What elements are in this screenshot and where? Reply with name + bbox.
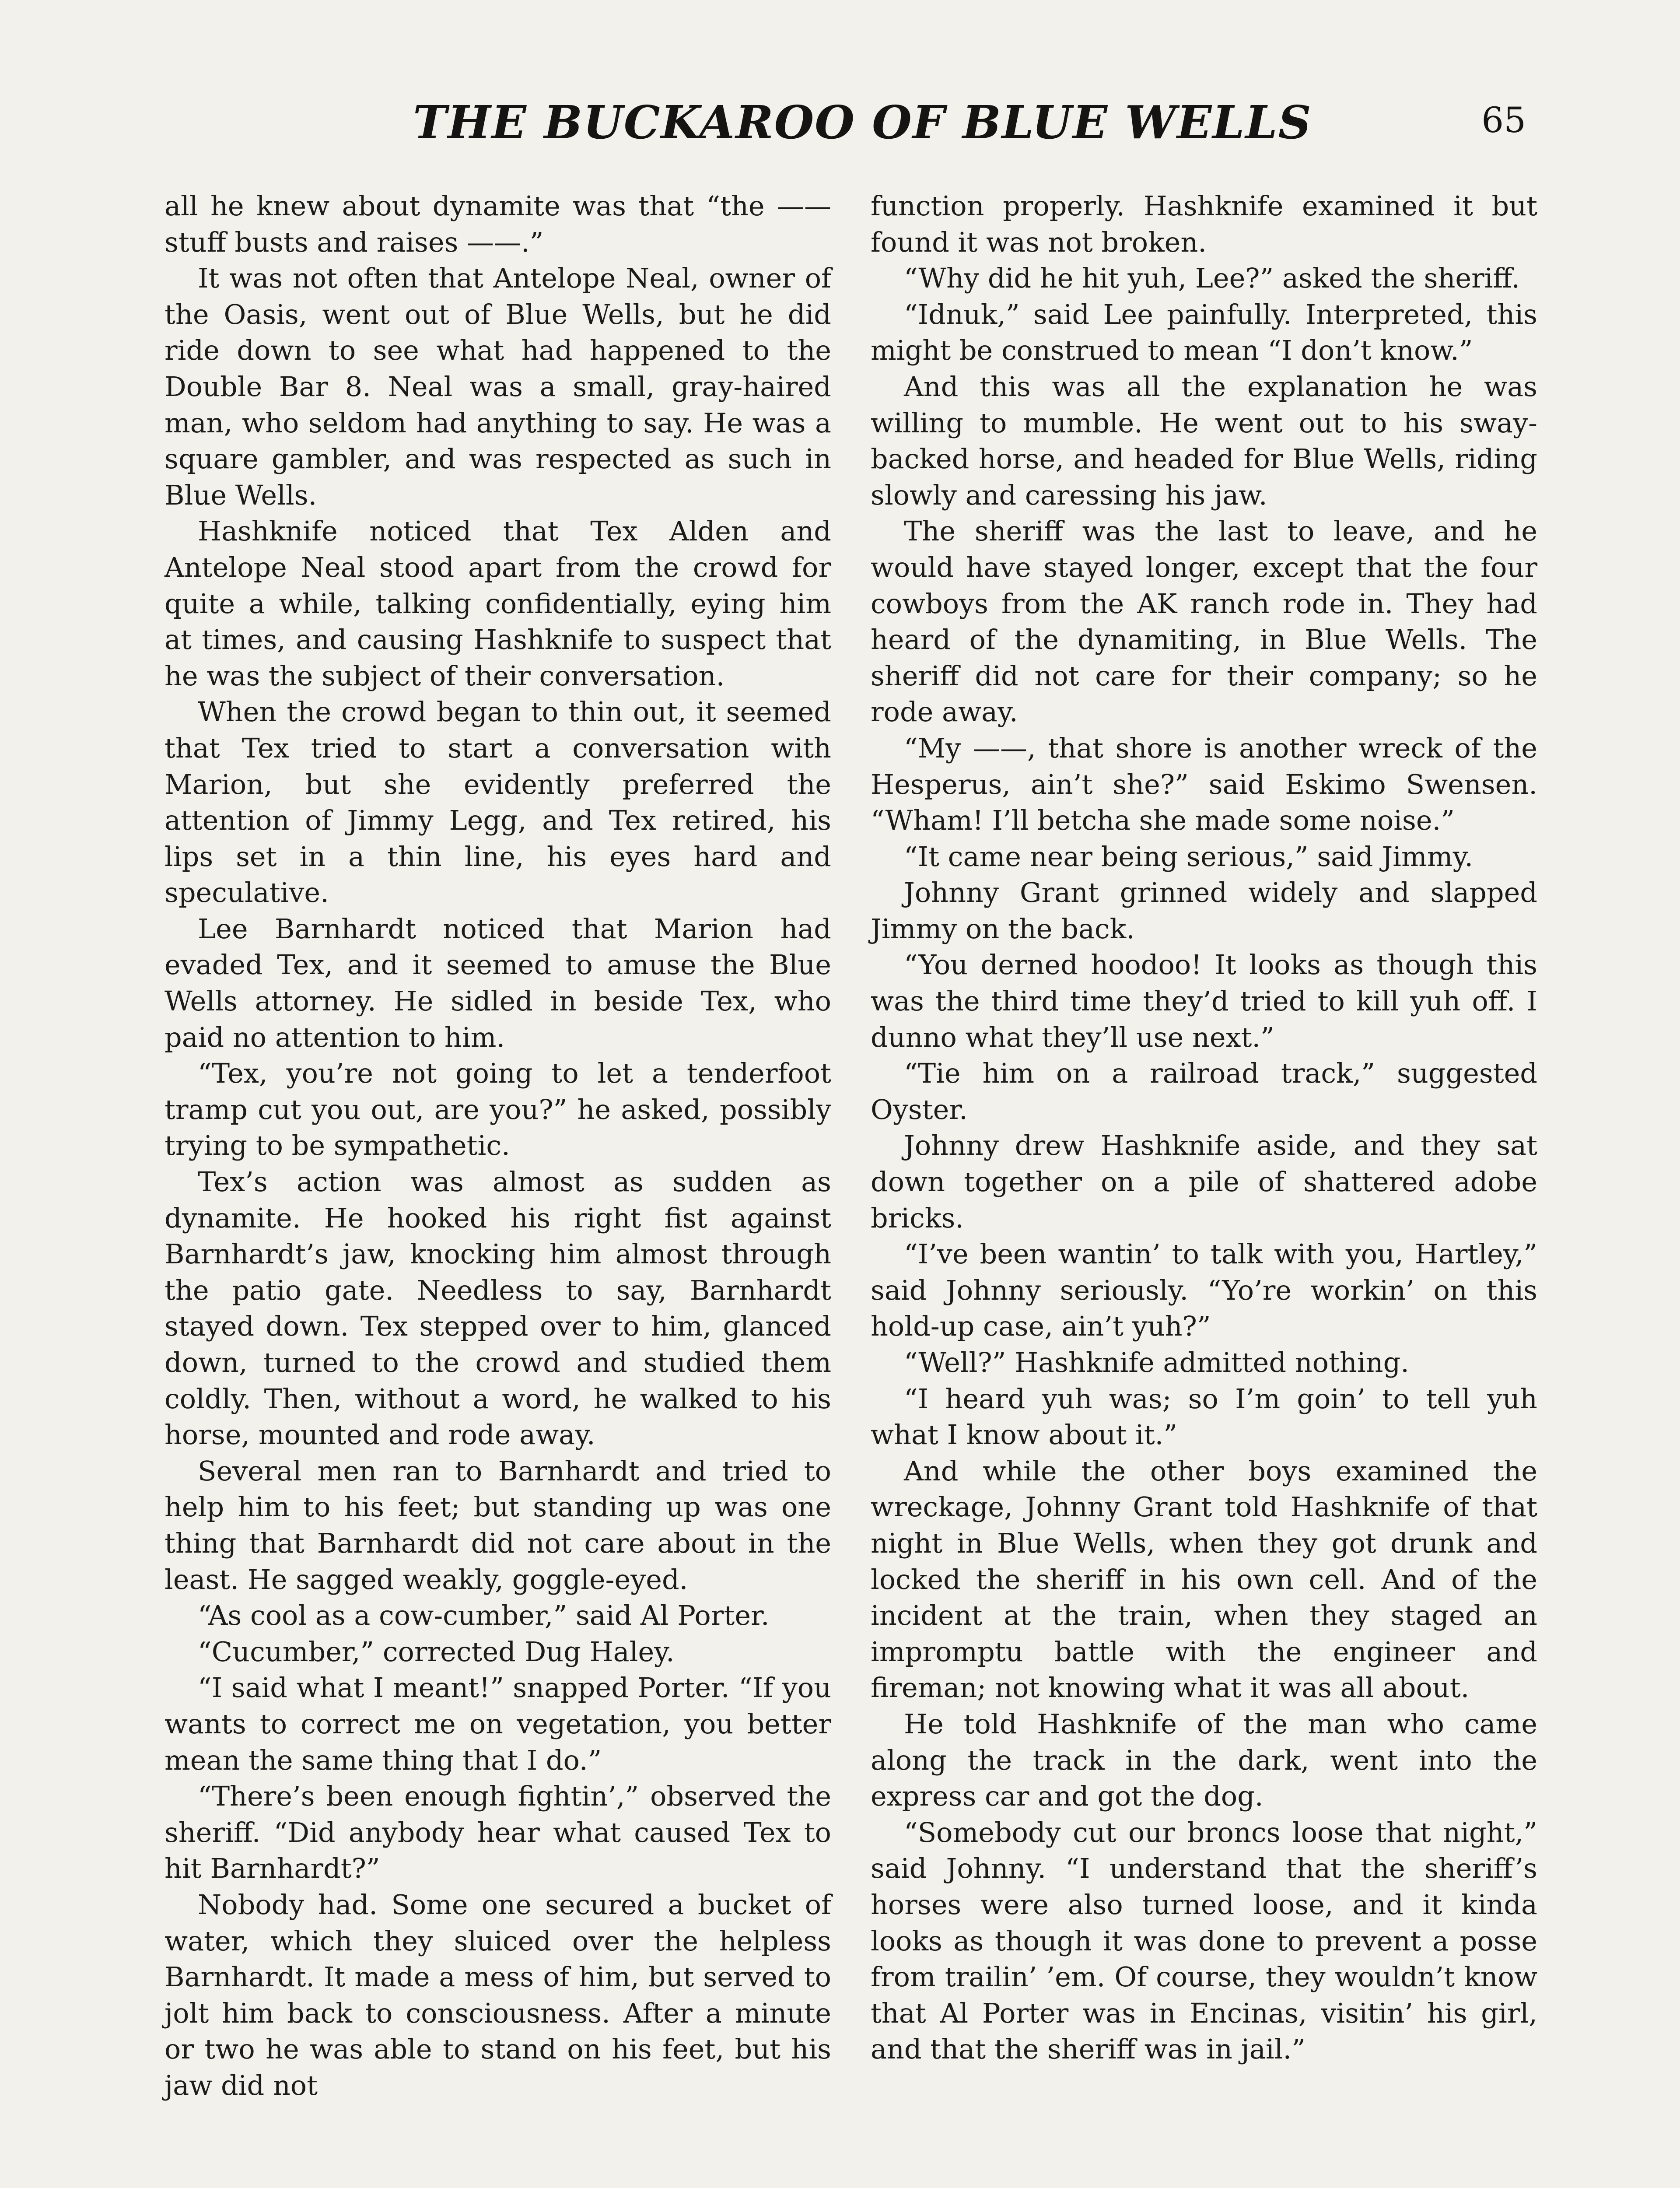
paragraph: Lee Barnhardt noticed that Marion had evaded Tex, and it seemed to amuse the Blue Wells attorney. He sidled in beside Tex, who paid no attention to him. <box>164 912 831 1053</box>
paragraph: “Well?” Hashknife admitted nothing. <box>904 1346 1409 1378</box>
page-number: 65 <box>1481 100 1526 140</box>
paragraph: “Idnuk,” said Lee painfully. Interpreted, this might be construed to mean “I don’t know.” <box>871 298 1537 367</box>
running-title: THE BUCKAROO OF BLUE WELLS <box>413 95 1312 149</box>
paragraph: It was not often that Antelope Neal, owner of the Oasis, went out of Blue Wells, but he did ride down to see what had happened to the Double Bar 8. Neal was a small, gray-haired man, who seldom had anything to say. He was a square gambler, and was respected as such in Blue Wells. <box>164 262 831 511</box>
paragraph: all he knew about dynamite was that “the —— stuff busts and raises ——.” <box>164 190 831 258</box>
paragraph: “You derned hoodoo! It looks as though this was the third time they’d tried to kill yuh off. I dunno what they’ll use next.” <box>871 949 1537 1053</box>
paragraph: “Why did he hit yuh, Lee?” asked the sheriff. <box>904 262 1520 295</box>
paragraph: “There’s been enough fightin’,” observed the sheriff. “Did anybody hear what caused Tex to hit Barnhardt?” <box>164 1780 831 1885</box>
paragraph: Nobody had. Some one secured a bucket of water, which they sluiced over the helpless Barnhardt. It made a mess of him, but served to jolt him back to consciousness. After a minute or two he was able to stand on his feet, but his jaw did not <box>164 1888 831 2101</box>
paragraph: “Somebody cut our broncs loose that night,” said Johnny. “I understand that the sheriff’s horses were also turned loose, and it kinda looks as though it was done to prevent a posse from trailin’ ’em. Of course, they wouldn’t know that Al Porter was in Encinas, visitin’ his girl, and that the sheriff was in jail.” <box>871 1816 1537 2065</box>
paragraph: “My ——, that shore is another wreck of the Hesperus, ain’t she?” said Eskimo Swensen. “Wham! I’ll betcha she made some noise.” <box>871 732 1537 837</box>
right-text-column <box>871 188 1537 2068</box>
paragraph: function properly. Hashknife examined it but found it was not broken. <box>871 190 1537 258</box>
paragraph: Johnny drew Hashknife aside, and they sat down together on a pile of shattered adobe bricks. <box>871 1129 1537 1234</box>
paragraph: “Tie him on a railroad track,” suggested Oyster. <box>871 1057 1537 1126</box>
paragraph: Several men ran to Barnhardt and tried to help him to his feet; but standing up was one thing that Barnhardt did not care about in the least. He sagged weakly, goggle-eyed. <box>164 1455 831 1595</box>
paragraph: Johnny Grant grinned widely and slapped Jimmy on the back. <box>871 877 1537 945</box>
paragraph: When the crowd began to thin out, it seemed that Tex tried to start a conversation with Marion, but she evidently preferred the attention of Jimmy Legg, and Tex retired, his lips set in a thin line, his eyes hard and speculative. <box>164 696 831 909</box>
paragraph: Hashknife noticed that Tex Alden and Antelope Neal stood apart from the crowd for quite a while, talking confidentially, eying him at times, and causing Hashknife to suspect that he was the subject of their conversation. <box>164 515 831 692</box>
paragraph: “I said what I meant!” snapped Porter. “If you wants to correct me on vegetation, you better mean the same thing that I do.” <box>164 1672 831 1776</box>
paragraph: Tex’s action was almost as sudden as dynamite. He hooked his right fist against Barnhardt’s jaw, knocking him almost through the patio gate. Needless to say, Barnhardt stayed down. Tex stepped over to him, glanced down, turned to the crowd and studied them coldly. Then, without a word, he walked to his horse, mounted and rode away. <box>164 1166 831 1451</box>
left-text-column <box>164 188 831 2104</box>
paragraph: “Cucumber,” corrected Dug Haley. <box>198 1635 675 1668</box>
page-header <box>168 95 1526 157</box>
paragraph: “I heard yuh was; so I’m goin’ to tell yuh what I know about it.” <box>871 1382 1537 1451</box>
paragraph: And while the other boys examined the wreckage, Johnny Grant told Hashknife of that night in Blue Wells, when they got drunk and locked the sheriff in his own cell. And of the incident at the train, when they staged an impromptu battle with the engineer and fireman; not knowing what it was all about. <box>871 1455 1537 1704</box>
paragraph: And this was all the explanation he was willing to mumble. He went out to his sway-backed horse, and headed for Blue Wells, riding slowly and caressing his jaw. <box>871 370 1537 511</box>
paragraph: He told Hashknife of the man who came along the track in the dark, went into the express car and got the dog. <box>871 1708 1537 1813</box>
paragraph: “I’ve been wantin’ to talk with you, Hartley,” said Johnny seriously. “Yo’re workin’ on this hold-up case, ain’t yuh?” <box>871 1238 1537 1343</box>
paragraph: “Tex, you’re not going to let a tenderfoot tramp cut you out, are you?” he asked, possibly trying to be sympathetic. <box>164 1057 831 1162</box>
paragraph: “As cool as a cow-cumber,” said Al Porter. <box>198 1599 770 1632</box>
paragraph: The sheriff was the last to leave, and he would have stayed longer, except that the four cowboys from the AK ranch rode in. They had heard of the dynamiting, in Blue Wells. The sheriff did not care for their company; so he rode away. <box>871 515 1537 728</box>
paragraph: “It came near being serious,” said Jimmy. <box>904 840 1474 873</box>
